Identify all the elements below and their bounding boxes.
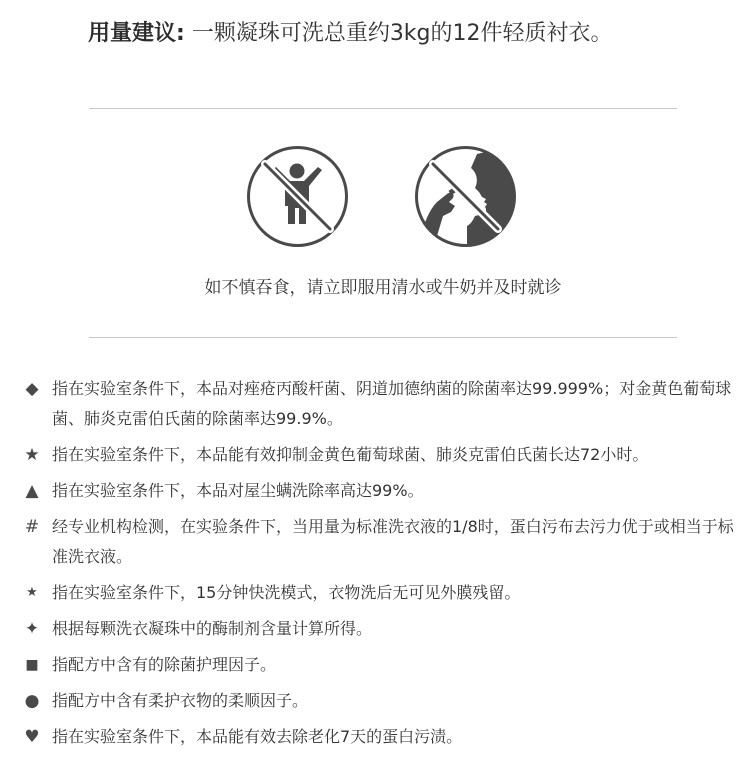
no-swallow-icon: [413, 144, 518, 249]
footnote-item: [20, 374, 740, 434]
footnote-item: [20, 614, 740, 644]
triangle-icon: ▲: [25, 481, 39, 501]
usage-suggestion: [88, 14, 728, 54]
footnote-text: 指在实验室条件下，本品对痤疮丙酸杆菌、阴道加德纳菌的除菌率达99.999%；对金黄色葡萄球菌、肺炎克雷伯氏菌的除菌率达99.9%。: [52, 379, 732, 428]
footnote-text: 指配方中含有柔护衣物的柔顺因子。: [52, 691, 309, 710]
hash-icon: #: [24, 517, 40, 537]
diamond-icon: ◆: [25, 379, 39, 399]
square-icon: ■: [25, 657, 39, 673]
bottom-divider: [89, 337, 677, 338]
footnote-item: [20, 686, 740, 716]
heart-icon: ♥: [24, 727, 40, 747]
footnote-item: [20, 722, 740, 752]
footnote-item: [20, 650, 740, 680]
sparkle-icon: ✦: [24, 619, 40, 639]
footnotes: [20, 374, 740, 758]
usage-label: 用量建议:: [88, 21, 185, 46]
footnote-item: [20, 440, 740, 470]
footnote-text: 指配方中含有的除菌护理因子。: [52, 655, 277, 674]
no-child-icon: [245, 144, 350, 249]
footnote-item: [20, 476, 740, 506]
usage-text: 一颗凝珠可洗总重约3kg的12件轻质衬衣。: [191, 21, 613, 46]
footnote-text: 指在实验室条件下，本品能有效去除老化7天的蛋白污渍。: [52, 727, 463, 746]
footnote-text: 指在实验室条件下，本品对屋尘螨洗除率高达99%。: [52, 481, 424, 500]
star-icon: ★: [24, 445, 40, 465]
top-divider: [89, 108, 677, 109]
footnote-text: 经专业机构检测，在实验条件下，当用量为标准洗衣液的1/8时，蛋白污布去污力优于或相当于标准洗衣液。: [52, 517, 734, 566]
footnote-text: 指在实验室条件下，本品能有效抑制金黄色葡萄球菌、肺炎克雷伯氏菌长达72小时。: [52, 445, 649, 464]
footnote-text: 指在实验室条件下，15分钟快洗模式，衣物洗后无可见外膜残留。: [52, 583, 521, 602]
circle-icon: ●: [24, 691, 40, 711]
small-star-icon: ★: [26, 585, 38, 600]
footnote-item: [20, 578, 740, 608]
footnote-text: 根据每颗洗衣凝珠中的酶制剂含量计算所得。: [52, 619, 373, 638]
footnote-item: [20, 512, 740, 572]
swallow-warning: 如不慎吞食，请立即服用清水或牛奶并及时就诊: [204, 278, 562, 298]
